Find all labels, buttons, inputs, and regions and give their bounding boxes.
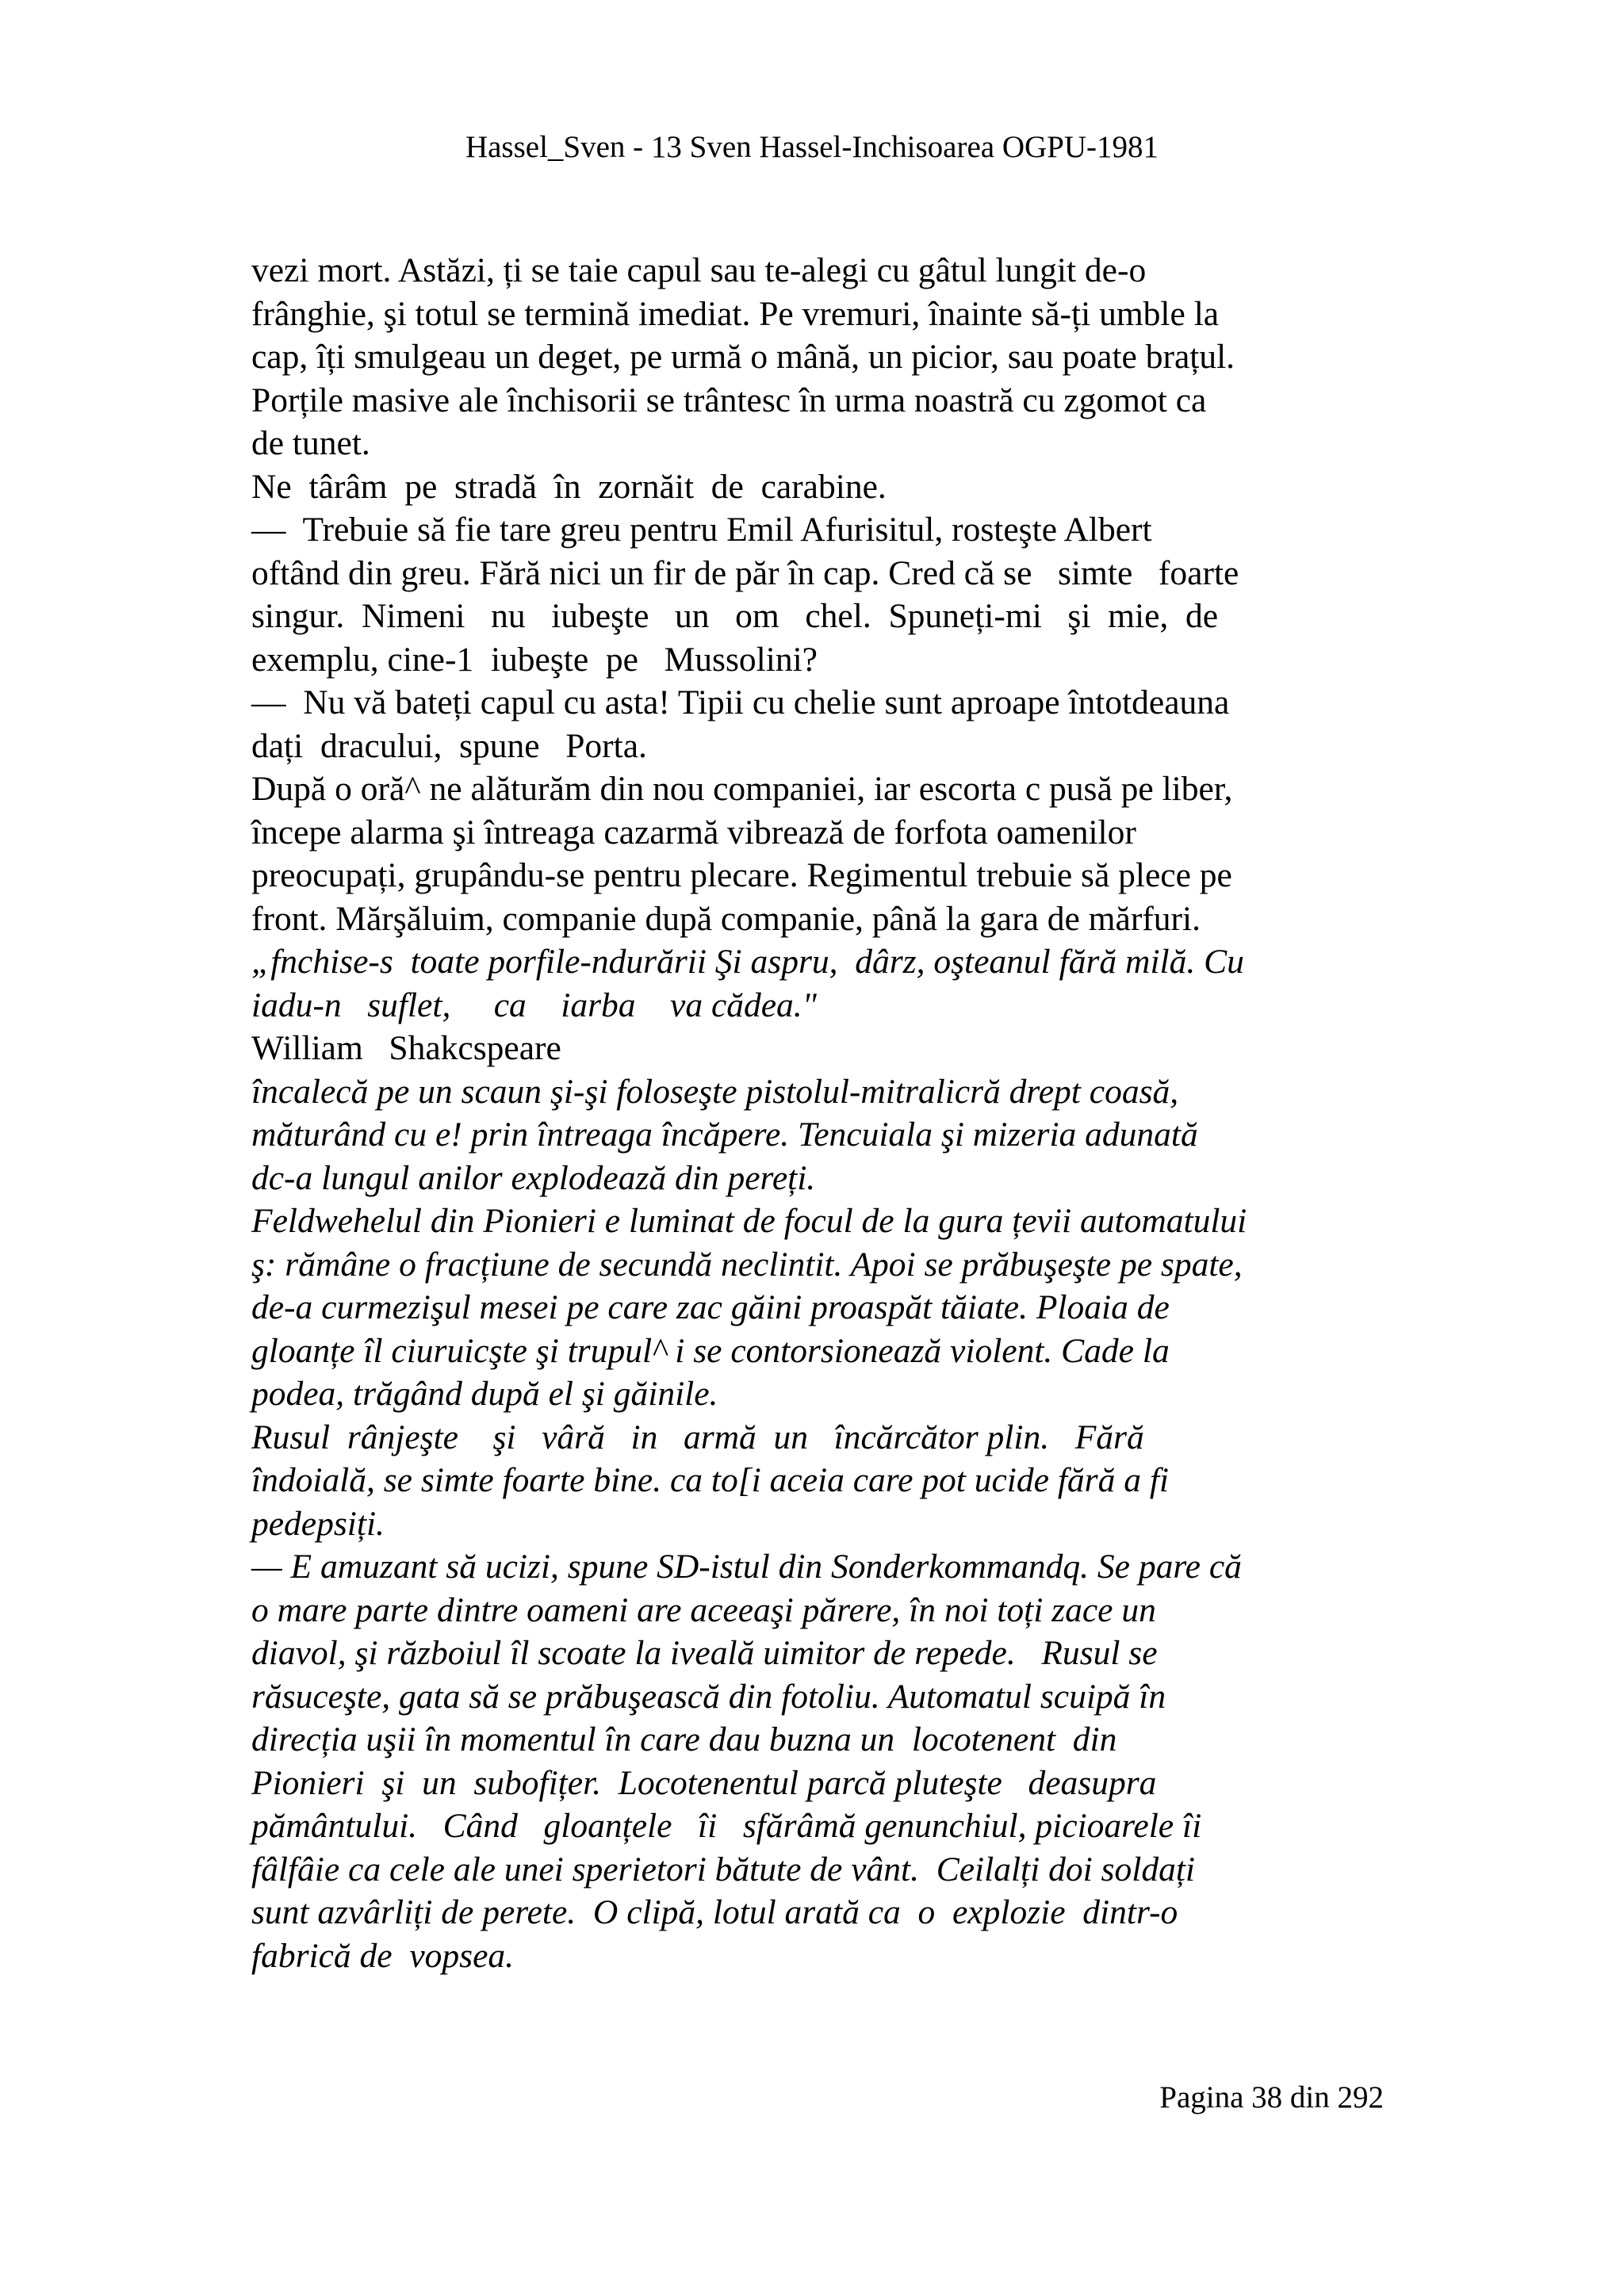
italic-text-line: pedepsiți.: [251, 1504, 385, 1543]
text-line: de tunet.: [251, 424, 370, 462]
italic-text-line: gloanțe îl ciuruicşte şi trupul^ i se contorsionează violent. Cade la: [251, 1331, 1170, 1370]
italic-text-line: Rusul rânjeşte şi vâră in armă un încărcător plin. Fără: [251, 1418, 1144, 1456]
text-line: începe alarma şi întreaga cazarmă vibrează de forfota oamenilor: [251, 813, 1136, 851]
italic-text-line: fâlfâie ca cele ale unei sperietori bătute de vânt. Ceilalți doi soldați: [251, 1850, 1195, 1888]
epigraph-line: iadu-n suflet, ca iarba va cădea.": [251, 985, 817, 1024]
italic-text-line: Feldwehelul din Pionieri e luminat de focul de la gura țevii automatului: [251, 1202, 1247, 1240]
italic-text-line: ş: rămâne o fracțiune de secundă neclintit. Apoi se prăbuşeşte pe spate,: [251, 1245, 1243, 1284]
page-number: [1159, 2079, 1384, 2117]
italic-text-line: îndoială, se simte foarte bine. ca to[i aceia care pot ucide fără a fi: [251, 1461, 1169, 1499]
italic-text-line: măturând cu e! prin întreaga încăpere. Tencuiala şi mizeria adunată: [251, 1115, 1198, 1154]
text-line: După o oră^ ne alăturăm din nou companiei, iar escorta c pusă pe liber,: [251, 770, 1233, 808]
header-title: Hassel_Sven - 13 Sven Hassel-Inchisoarea OGPU-1981: [465, 130, 1159, 164]
epigraph-author: William Shakcspeare: [251, 1029, 561, 1067]
text-line: Ne târâm pe stradă în zornăit de carabine.: [251, 467, 887, 506]
text-line: exemplu, cine-1 iubeşte pe Mussolini?: [251, 640, 818, 679]
italic-text-line: o mare parte dintre oameni are aceeaşi părere, în noi toți zace un: [251, 1590, 1156, 1629]
italic-dialogue-line: — E amuzant să ucizi, spune SD-istul din Sonderkommandq. Se pare că: [251, 1548, 1242, 1586]
italic-text-line: fabrică de vopsea.: [251, 1936, 515, 1975]
page-header: [0, 128, 1624, 166]
page-number-label: Pagina 38 din 292: [1159, 2080, 1384, 2114]
dialogue-line: — Trebuie să fie tare greu pentru Emil Afurisitul, rosteşte Albert: [251, 511, 1152, 549]
italic-text-line: sunt azvârliți de perete. O clipă, lotul arată ca o explozie dintr-o: [251, 1893, 1178, 1931]
text-line: preocupați, grupându-se pentru plecare. Regimentul trebuie să plece pe: [251, 856, 1232, 894]
italic-text-line: răsuceşte, gata să se prăbuşească din fotoliu. Automatul scuipă în: [251, 1677, 1166, 1716]
epigraph-line: „fnchise-s toate porfile-ndurării Şi aspru, dârz, oşteanul fără milă. Cu: [251, 943, 1244, 981]
italic-text-line: încalecă pe un scaun şi-şi foloseşte pistolul-mitralicră drept coasă,: [251, 1072, 1179, 1111]
italic-text-line: direcția uşii în momentul în care dau buzna un locotenent din: [251, 1720, 1117, 1758]
italic-text-line: dc-a lungul anilor explodează din pereți.: [251, 1158, 816, 1197]
page-body: [251, 249, 1385, 1977]
text-line: oftând din greu. Fără nici un fir de păr în cap. Cred că se simte foarte: [251, 553, 1239, 592]
text-line: Porțile masive ale închisorii se trântesc în urma noastră cu zgomot ca: [251, 381, 1207, 419]
text-line: cap, îți smulgeau un deget, pe urmă o mână, un picior, sau poate brațul.: [251, 338, 1235, 376]
text-line: dați dracului, spune Porta.: [251, 726, 647, 765]
italic-text-line: de-a curmezişul mesei pe care zac găini proaspăt tăiate. Ploaia de: [251, 1288, 1170, 1326]
text-line: front. Mărşăluim, companie după companie, până la gara de mărfuri.: [251, 899, 1201, 938]
italic-text-line: Pionieri şi un subofițer. Locotenentul parcă pluteşte deasupra: [251, 1763, 1157, 1802]
text-line: singur. Nimeni nu iubeşte un om chel. Spuneți-mi şi mie, de: [251, 597, 1219, 635]
text-line: vezi mort. Astăzi, ți se taie capul sau te-alegi cu gâtul lungit de-o: [251, 251, 1147, 289]
text-line: frânghie, şi totul se termină imediat. Pe vremuri, înainte să-ți umble la: [251, 294, 1220, 333]
dialogue-line: — Nu vă bateți capul cu asta! Tipii cu chelie sunt aproape întotdeauna: [251, 683, 1230, 721]
italic-text-line: podea, trăgând după el şi găinile.: [251, 1375, 718, 1413]
italic-text-line: diavol, şi războiul îl scoate la iveală uimitor de repede. Rusul se: [251, 1634, 1158, 1672]
italic-text-line: pământului. Când gloanțele îi sfărâmă genunchiul, picioarele îi: [251, 1807, 1202, 1845]
